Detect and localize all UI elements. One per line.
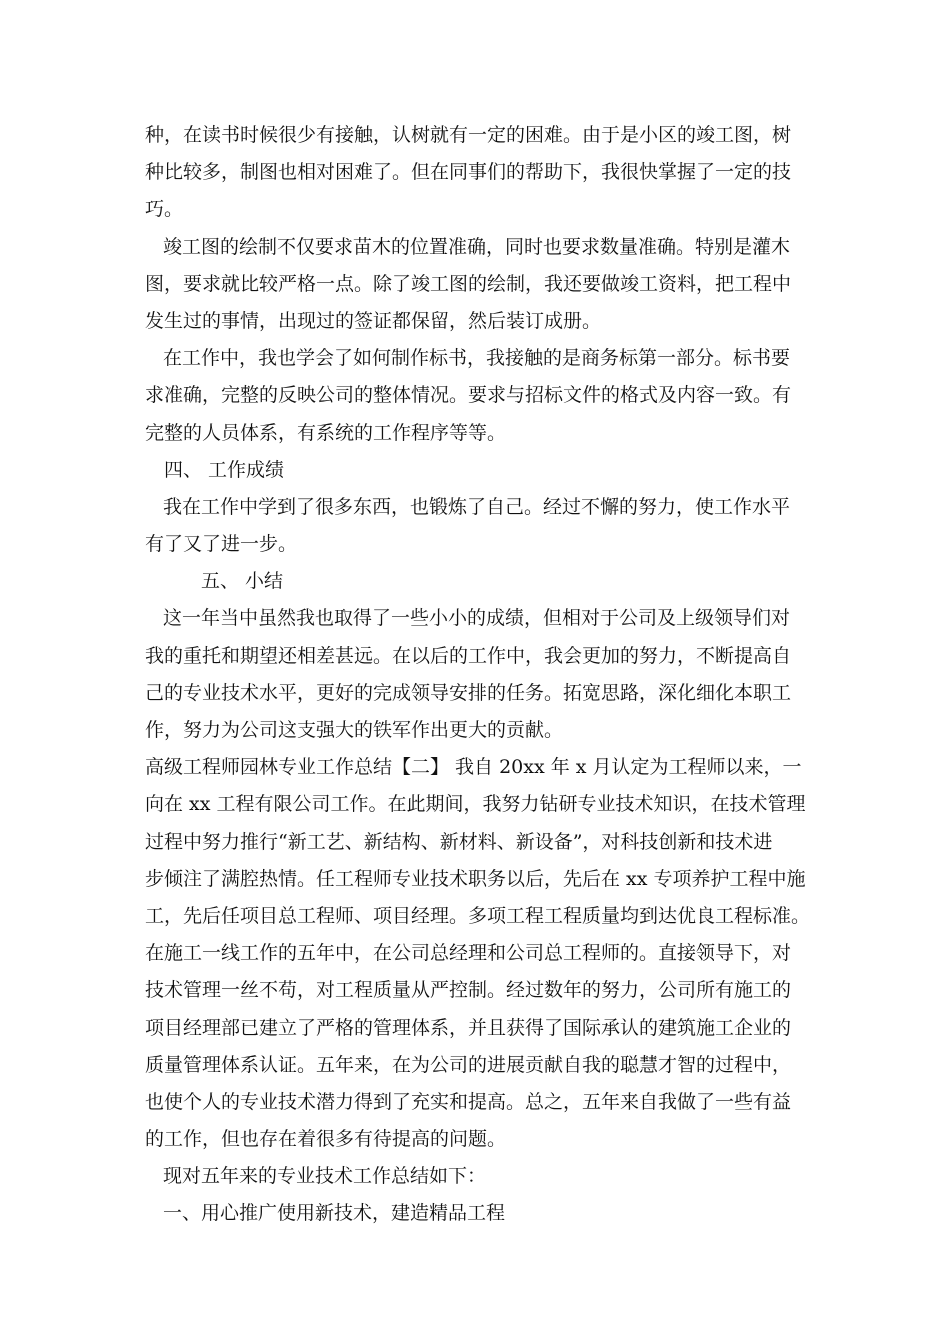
text-line: 在施工一线工作的五年中，在公司总经理和公司总工程师的。直接领导下，对 <box>145 942 792 965</box>
text-line: 己的专业技术水平，更好的完成领导安排的任务。拓宽思路，深化细化本职工 <box>145 681 792 704</box>
text-line: 项目经理部已建立了严格的管理体系，并且获得了国际承认的建筑施工企业的 <box>145 1016 792 1039</box>
text-line: 向在 xx 工程有限公司工作。在此期间，我努力钻研专业技术知识，在技术管理 <box>145 793 806 816</box>
section-heading-5: 五、 小结 <box>201 570 284 593</box>
text-line: 求准确，完整的反映公司的整体情况。要求与招标文件的格式及内容一致。有 <box>145 384 792 407</box>
text-line: 种，在读书时候很少有接触，认树就有一定的困难。由于是小区的竣工图，树 <box>145 124 792 146</box>
document-body <box>145 117 810 1233</box>
text-line: 发生过的事情，出现过的签证都保留，然后装订成册。 <box>145 309 602 332</box>
text-line: 过程中努力推行“新工艺、新结构、新材料、新设备”，对科技创新和技术进 <box>145 830 773 853</box>
paragraph-start-line: 竣工图的绘制不仅要求苗木的位置准确，同时也要求数量准确。特别是灌木 <box>163 235 791 258</box>
section-heading-4: 四、 工作成绩 <box>164 458 285 481</box>
text-line: 步倾注了满腔热情。任工程师专业技术职务以后，先后在 xx 专项养护工程中施 <box>145 867 806 890</box>
text-line: 也使个人的专业技术潜力得到了充实和提高。总之，五年来自我做了一些有益 <box>145 1090 792 1113</box>
text-line: 图，要求就比较严格一点。除了竣工图的绘制，我还要做竣工资料，把工程中 <box>145 272 792 295</box>
paragraph-start-line: 我在工作中学到了很多东西，也锻炼了自己。经过不懈的努力，使工作水平 <box>163 495 791 518</box>
paragraph-start-line: 这一年当中虽然我也取得了一些小小的成绩，但相对于公司及上级领导们对 <box>163 607 791 630</box>
text-line: 我的重托和期望还相差甚远。在以后的工作中，我会更加的努力，不断提高自 <box>145 644 792 667</box>
text-line: 完整的人员体系，有系统的工作程序等等。 <box>145 421 507 444</box>
text-line: 种比较多，制图也相对困难了。但在同事们的帮助下，我很快掌握了一定的技 <box>145 161 792 184</box>
text-line: 作，努力为公司这支强大的铁军作出更大的贡献。 <box>145 719 564 741</box>
section-heading-1: 一、用心推广使用新技术，建造精品工程 <box>163 1202 506 1225</box>
text-line: 巧。 <box>145 198 184 221</box>
text-line: 工，先后任项目总工程师、项目经理。多项工程工程质量均到达优良工程标准。 <box>145 904 811 927</box>
paragraph-start-line: 现对五年来的专业技术工作总结如下： <box>163 1165 487 1188</box>
summary-title-line: 高级工程师园林专业工作总结【二】 我自 20xx 年 x 月认定为工程师以来，一 <box>145 756 802 779</box>
text-line: 的工作，但也存在着很多有待提高的问题。 <box>145 1128 507 1151</box>
paragraph-start-line: 在工作中，我也学会了如何制作标书，我接触的是商务标第一部分。标书要 <box>163 347 791 370</box>
text-line: 技术管理一丝不苟，对工程质量从严控制。经过数年的努力，公司所有施工的 <box>145 979 792 1002</box>
text-line: 质量管理体系认证。五年来，在为公司的进展贡献自我的聪慧才智的过程中， <box>145 1053 792 1076</box>
text-line: 有了又了进一步。 <box>145 533 298 556</box>
